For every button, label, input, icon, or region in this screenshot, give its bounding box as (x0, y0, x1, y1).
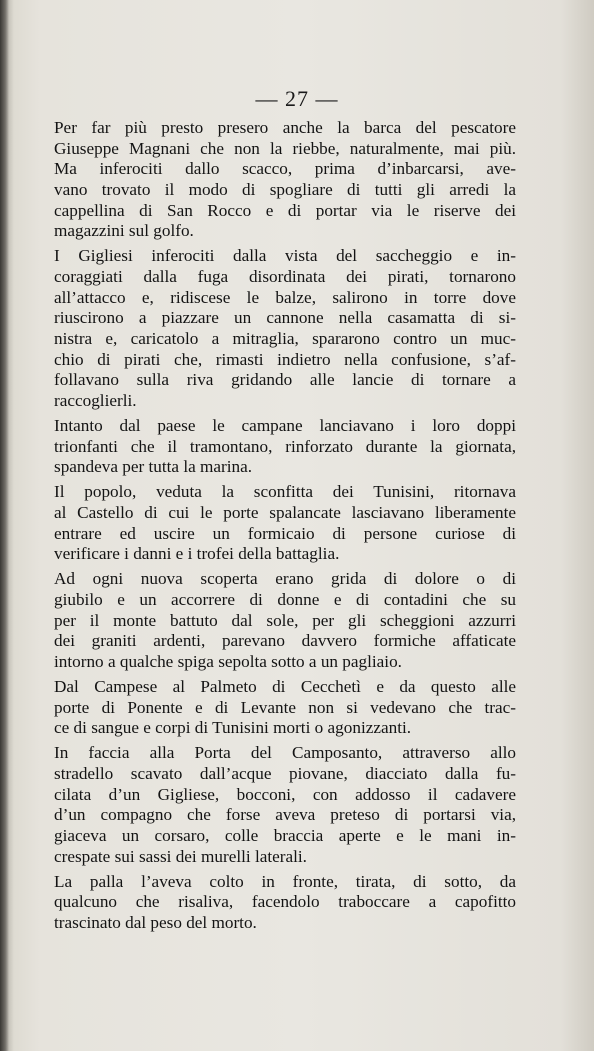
paragraph (54, 677, 516, 739)
paragraph (54, 872, 516, 934)
text-line: nistra e, caricatolo a mitraglia, spararono contro un muc- (54, 328, 516, 348)
text-line: Intanto dal paese le campane lanciavano i loro doppi (54, 415, 516, 435)
text-line: Giuseppe Magnani che non la riebbe, naturalmente, mai più. (54, 138, 516, 158)
text-line: riuscirono a piazzare un cannone nella casamatta di si- (54, 308, 516, 328)
paragraph (54, 482, 516, 565)
text-line: coraggiati dalla fuga disordinata dei pirati, tornarono (54, 266, 516, 286)
text-line: chio di pirati che, rimasti indietro nella confusione, s’af- (54, 349, 516, 369)
paragraph (54, 569, 516, 672)
text-line: magazzini sul golfo. (54, 221, 194, 241)
text-line: stradello scavato dall’acque piovane, diacciato dalla fu- (54, 764, 516, 784)
text-line: La palla l’aveva colto in fronte, tirata, di sotto, da (54, 871, 516, 891)
page-number: — 27 — (255, 86, 339, 111)
paragraph (54, 743, 516, 867)
text-line: verificare i danni e i trofei della battaglia. (54, 544, 340, 564)
text-line: crespate sui sassi dei murelli laterali. (54, 846, 307, 866)
text-line: porte di Ponente e di Levante non si vedevano che trac- (54, 697, 516, 717)
paragraph (54, 118, 516, 242)
text-line: Per far più presto presero anche la barca del pescatore (54, 118, 516, 137)
paragraph (54, 246, 516, 411)
text-line: d’un compagno che forse aveva preteso di portarsi via, (54, 805, 516, 825)
text-line: all’attacco e, ridiscese le balze, salirono in torre dove (54, 287, 516, 307)
text-line: per il monte battuto dal sole, per gli scheggioni azzurri (54, 610, 516, 630)
text-line: giubilo e un accorrere di donne e di contadini che su (54, 590, 516, 609)
text-line: I Gigliesi inferociti dalla vista del saccheggio e in- (54, 246, 516, 266)
text-line: trascinato dal peso del morto. (54, 913, 257, 933)
text-line: qualcuno che risaliva, facendolo traboccare a capofitto (54, 892, 516, 912)
text-line: Il popolo, veduta la sconfitta dei Tunisini, ritornava (54, 482, 516, 502)
text-line: spandeva per tutta la marina. (54, 457, 253, 477)
text-line: giaceva un corsaro, colle braccia aperte e le mani in- (54, 826, 516, 845)
text-line: In faccia alla Porta del Camposanto, attraverso allo (54, 743, 516, 763)
text-line: entrare ed uscire un formicaio di persone curiose di (54, 523, 516, 543)
text-line: Ad ogni nuova scoperta erano grida di dolore o di (54, 569, 516, 589)
page-binding-shadow (0, 0, 9, 1051)
text-line: raccoglierli. (54, 390, 137, 410)
page-text (54, 118, 516, 938)
text-line: intorno a qualche spiga sepolta sotto a un pagliaio. (54, 651, 402, 671)
text-line: al Castello di cui le porte spalancate lasciavano liberamente (54, 502, 516, 522)
text-line: Dal Campese al Palmeto di Cecchetì e da questo alle (54, 677, 516, 697)
text-line: vano trovato il modo di spogliare di tutti gli arredi la (54, 179, 516, 199)
text-line: Ma inferociti dallo scacco, prima d’inbarcarsi, ave- (54, 159, 516, 179)
text-line: dei graniti ardenti, parevano davvero formiche affaticate (54, 631, 516, 651)
text-line: trionfanti che il tramontano, rinforzato durante la giornata, (54, 436, 516, 456)
text-line: cilata d’un Gigliese, bocconi, con addosso il cadavere (54, 784, 516, 804)
paragraph (54, 416, 516, 478)
text-line: follavano sulla riva gridando alle lancie di tornare a (54, 370, 516, 390)
text-line: ce di sangue e corpi di Tunisini morti o agonizzanti. (54, 718, 412, 738)
text-line: cappellina di San Rocco e di portar via le riserve dei (54, 200, 516, 220)
